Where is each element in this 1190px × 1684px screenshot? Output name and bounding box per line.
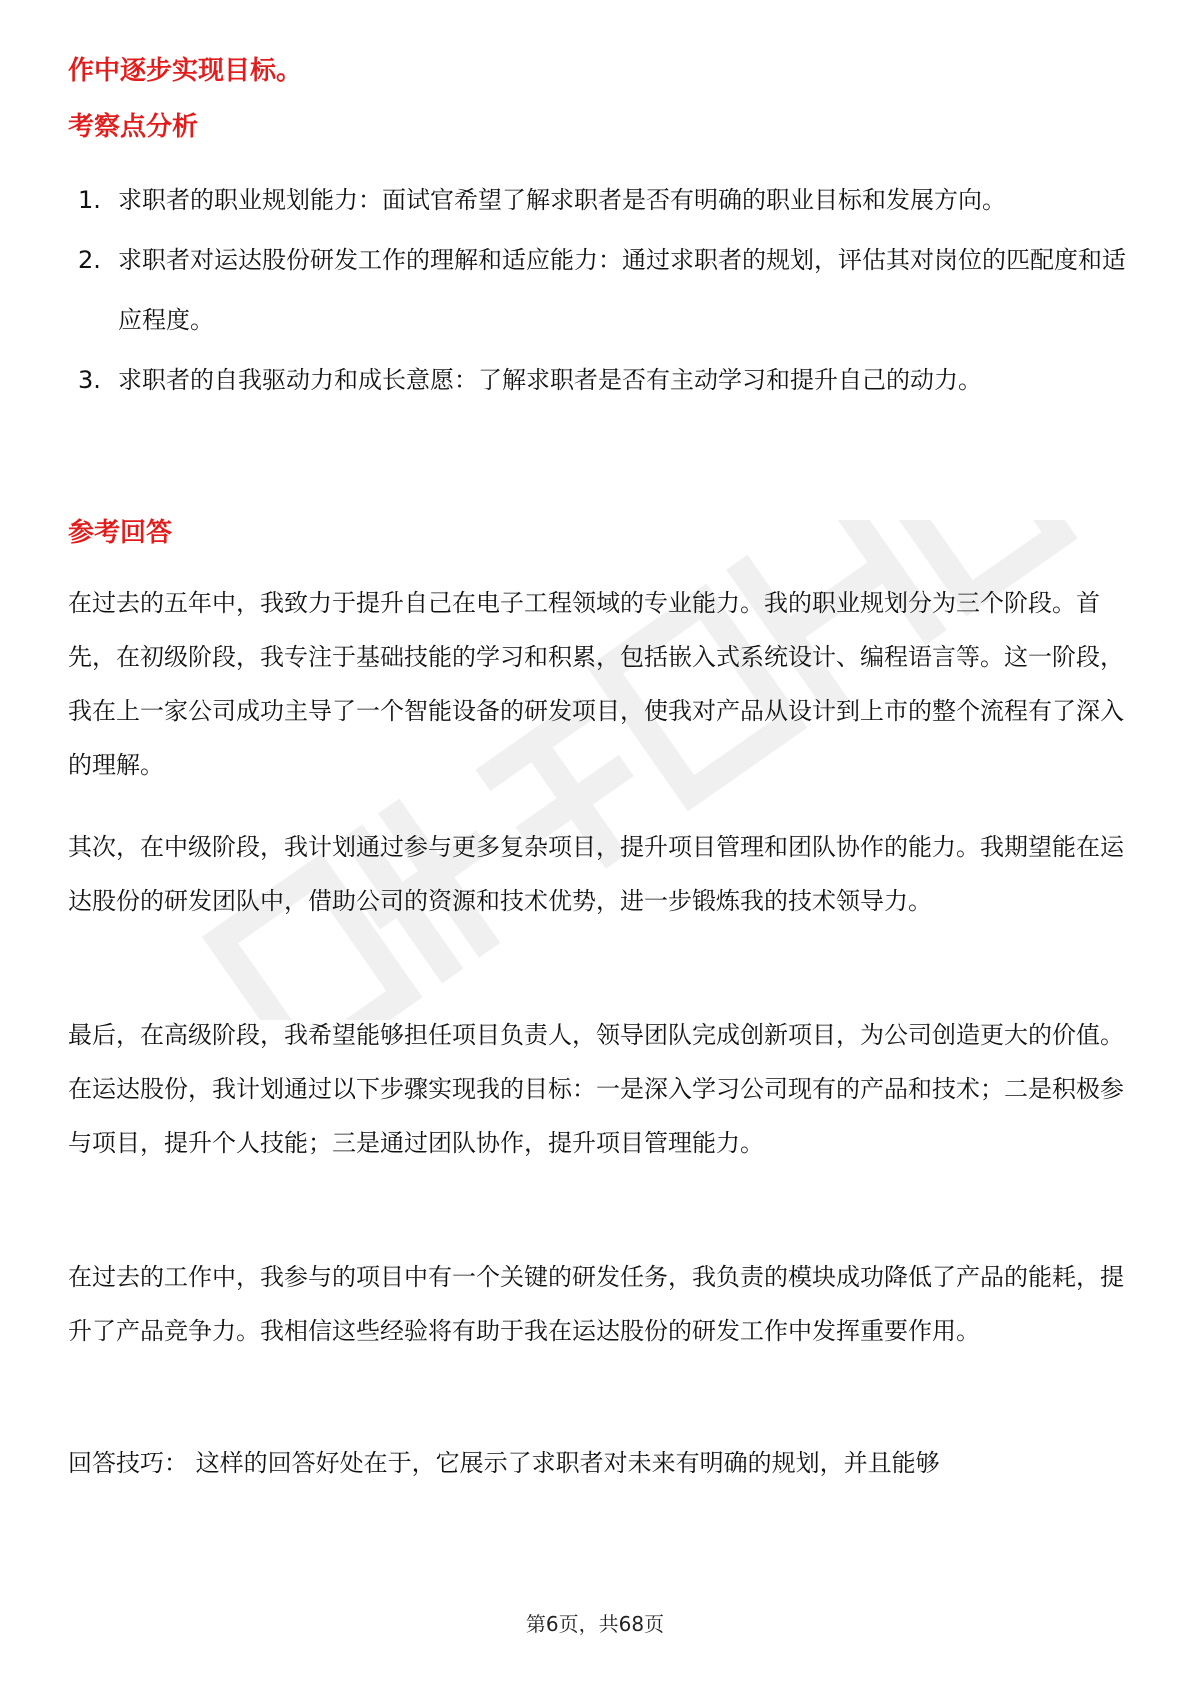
- section-heading-analysis: 考察点分析: [68, 112, 199, 142]
- answer-paragraph: 在过去的五年中，我致力于提升自己在电子工程领域的专业能力。我的职业规划分为三个阶段。首先，在初级阶段，我专注于基础技能的学习和积累，包括嵌入式系统设计、编程语言等。这一阶段，我在上一家公司成功主导了一个智能设备的研发项目，使我对产品从设计到上市的整个流程有了深入的理解。: [68, 589, 1124, 779]
- list-item: [68, 170, 1128, 230]
- list-item-text: 求职者对运达股份研发工作的理解和适应能力：通过求职者的规划，评估其对岗位的匹配度和适应程度。: [118, 246, 1126, 334]
- list-item-text: 求职者的职业规划能力：面试官希望了解求职者是否有明确的职业目标和发展方向。: [118, 186, 1006, 214]
- list-item-text: 求职者的自我驱动力和成长意愿：了解求职者是否有主动学习和提升自己的动力。: [118, 366, 982, 394]
- list-item: [68, 350, 1128, 410]
- list-item-number: 2.: [78, 246, 101, 274]
- answer-paragraph: 最后，在高级阶段，我希望能够担任项目负责人，领导团队完成创新项目，为公司创造更大的价值。在运达股份，我计划通过以下步骤实现我的目标：一是深入学习公司现有的产品和技术；二是积极参与项目，提升个人技能；三是通过团队协作，提升项目管理能力。: [68, 1021, 1124, 1157]
- list-item-number: 1.: [78, 186, 101, 214]
- section-heading-answer: 参考回答: [68, 518, 173, 548]
- answer-paragraph: 在过去的工作中，我参与的项目中有一个关键的研发任务，我负责的模块成功降低了产品的能耗，提升了产品竞争力。我相信这些经验将有助于我在运达股份的研发工作中发挥重要作用。: [68, 1263, 1124, 1345]
- page-number: 第6页，共68页: [525, 1612, 665, 1636]
- tips-paragraph: 回答技巧： 这样的回答好处在于，它展示了求职者对未来有明确的规划，并且能够: [68, 1449, 940, 1477]
- list-item: [68, 230, 1128, 350]
- continued-line: 作中逐步实现目标。: [68, 56, 303, 86]
- list-item-number: 3.: [78, 366, 101, 394]
- answer-paragraph: 其次，在中级阶段，我计划通过参与更多复杂项目，提升项目管理和团队协作的能力。我期望能在运达股份的研发团队中，借助公司的资源和技术优势，进一步锻炼我的技术领导力。: [68, 833, 1124, 915]
- analysis-list: [68, 170, 1128, 410]
